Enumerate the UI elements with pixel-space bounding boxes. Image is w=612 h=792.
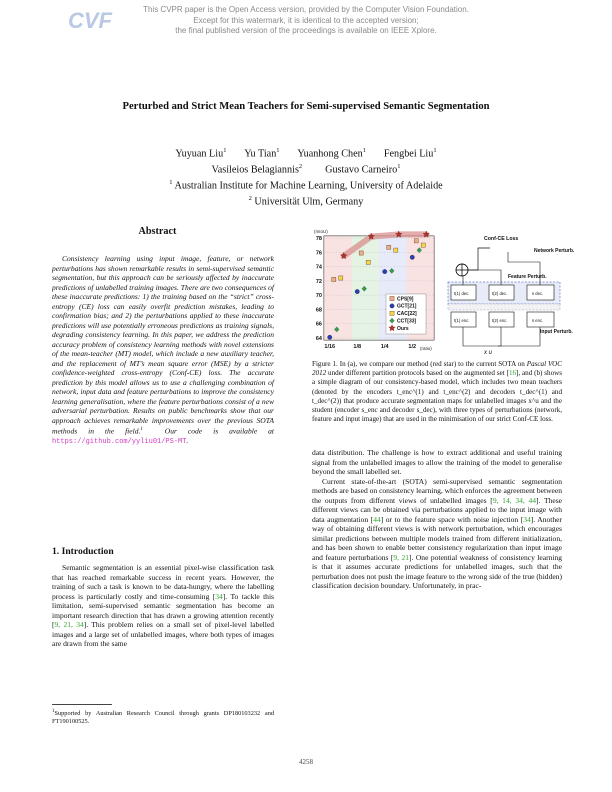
chart-ytick-label: 66 (315, 321, 322, 328)
citation-link[interactable]: 16 (508, 369, 517, 378)
chart-point-cps-9 (359, 251, 363, 255)
chart-point-cac-22 (421, 243, 425, 247)
encoder-label: t(2) enc. (492, 318, 508, 323)
input-arrow (463, 327, 486, 346)
cvf-logo-text: CVF (68, 8, 112, 33)
chart-legend-label: CAC[22] (397, 311, 417, 318)
chart-ytick-label: 70 (315, 293, 322, 300)
chart-ytick-label: 78 (315, 236, 322, 242)
paragraph: data distribution. The challenge is how to extract additional and useful training signal from the unlabelled images to allow the training of the model to generalise beyond the small labelled set. (312, 448, 562, 476)
abstract-heading: Abstract (138, 226, 177, 237)
author-name: Vasileios Belagiannis (211, 164, 299, 176)
watermark-line: This CVPR paper is the Open Access version, provided by the Computer Vision Foundation. (143, 5, 469, 14)
feature-perturb-band (448, 304, 560, 310)
author-block (60, 145, 552, 209)
figure-1 (308, 226, 575, 356)
chart-point-gct-21 (328, 335, 332, 339)
chart-xtick-label: 1/16 (324, 344, 336, 350)
chart-ytick-label: 68 (315, 307, 322, 314)
decoder-label: s dec. (532, 291, 544, 296)
author-name: Yu Tian (244, 148, 277, 160)
network-perturb-label: Network Perturb. (534, 248, 575, 254)
chart-xtick-label: 1/4 (380, 344, 389, 350)
chart-legend-marker (390, 311, 394, 315)
author-aff: 1 (362, 147, 366, 154)
affiliation: $^1$ Australian Institute for Machine Learning, University of Adelaide (169, 178, 443, 192)
author-aff: 1 (433, 147, 437, 154)
encoder-label: s enc. (532, 318, 544, 323)
code-prefix: Our code is available at (164, 426, 274, 436)
chart-ytick-label: 72 (315, 278, 322, 285)
author-name: Fengbei Liu (383, 148, 434, 160)
chart-xtick-label: 1/2 (408, 344, 417, 350)
chart-ytick-label: 64 (315, 336, 322, 342)
input-arrow (486, 327, 501, 346)
chart-legend-label: CPS[9] (397, 296, 414, 303)
affiliation: $^2$ Universität Ulm, Germany (248, 194, 364, 208)
chart-legend-marker (390, 296, 394, 300)
chart-xlabel: (ratio) (420, 346, 432, 351)
watermark-line: Except for this watermark, it is identical to the accepted version; (193, 15, 419, 25)
footnote-rule (52, 704, 112, 705)
chart-legend-marker (390, 304, 394, 308)
chart-point-cps-9 (414, 239, 418, 243)
author-aff: 1 (223, 147, 227, 154)
intro-heading: 1. Introduction (52, 546, 114, 557)
citation-link[interactable]: 34 (523, 514, 531, 524)
abstract-body: Consistency learning using input image, feature, or network perturbations has shown remarkable results in semi-supervised semantic segmentation, but this approach can be seriously affected by inaccurate predictions of unlabelled training images. There are two consequences of these inaccurate predictions: 1) the training based on the “strict” cross-entropy (CE) loss can easily overfit prediction mistakes, leading to confirmation bias; and 2) the perturbations applied to these inaccurate predictions will use potentially erroneous predictions as training signals, degrading consistency learning. In this paper, we address the prediction accuracy problem of consistency learning methods with novel extensions of the mean-teacher (MT) model, which include a new auxiliary teacher, and the replacement of MT’s mean square error (MSE) by a stricter confidence-weighted cross-entropy (Conf-CE) loss. The accurate prediction by this model allows us to use a challenging combination of network, input data and feature perturbations to improve the consistency learning generalisation, where the feature perturbations consist of a new adversarial perturbation. Results on public benchmarks show that our approach achieves remarkable improvements over the previous SOTA methods in the field.$^1$ Our code is available at https://github.com/yyliu01/PS-MT. (52, 254, 274, 447)
citation-link[interactable]: 44 (373, 514, 381, 524)
chart-point-cac-22 (366, 260, 370, 264)
chart-xtick-label: 1/8 (353, 344, 362, 350)
citation-link[interactable]: 9, 14, 34, 44 (492, 495, 536, 505)
figure-1b-diagram (448, 236, 575, 356)
chart-point-cps-9 (387, 245, 391, 249)
student-to-loss-arrow (508, 252, 540, 285)
footnote-mark: 1 (140, 427, 143, 432)
paragraph: Current state-of-the-art (SOTA) semi-supervised semantic segmentation methods are based on consistency learning, which enforces the agreement between the outputs from different views of unlabelled images [9, 14, 34, 44]. These different views can be obtained via perturbations applied to the input image with data augmentation [44] or to the feature space with noise injection [34]. Another way of obtaining different views is with network perturbation, which encourages similar predictions between multiple models trained from different initialization, and has been shown to enable better consistency regularization than input image and feature perturbations [9, 21]. One potential weakness of consistency learning is that it assumes accurate predictions for unlabelled images, such that the perturbation does not push the image feature to the wrong side of the true (hidden) classification decision boundary. Unfortunately, in prac- (312, 476, 563, 590)
author-aff: 2 (298, 162, 303, 170)
author-aff: 1 (397, 162, 401, 170)
chart-point-cps-9 (332, 277, 336, 281)
chart-ylabel: (mIoU) (314, 229, 328, 234)
author-name: Yuyuan Liu (175, 148, 224, 160)
author-name: Gustavo Carneiro (325, 164, 398, 176)
chart-legend-label: Ours (397, 325, 409, 332)
figure-caption: Figure 1. In (a), we compare our method (red star) to the current SOTA on Pascal VOC 2012 under different partition protocols based on the augmented set [16], and (b) shows a simple diagram of our consistency-based model, which includes two mean teachers (denoted by the encoders t_enc^(1) and t_enc^(2) and decoders t_dec^(1) and t_dec^(2)) that produce accurate segmentation maps for unlabelled images x^u and the student (encoder s_enc and decoder s_dec), with three types of perturbations (network, feature and input image) that are used in the minimisation of our strict Conf-CE loss. (312, 360, 562, 424)
chart-point-cac-22 (339, 276, 343, 280)
loss-arrow (468, 248, 490, 270)
watermark-line: the final published version of the proceedings is available on IEEE Xplore. (175, 26, 437, 35)
chart-legend-label: CCT[33] (397, 318, 417, 325)
abstract-text: Consistency learning using input image, feature, or network perturbations has shown remarkable results in semi-supervised semantic segmentation, but this approach can be seriously affected by inaccurate predictions of unlabelled training images. There are two consequences of these inaccurate predictions: 1) the training based on the “strict” cross-entropy (CE) loss can easily overfit prediction mistakes, leading to confirmation bias; and 2) the perturbations applied to these inaccurate predictions will use potentially erroneous predictions as training signals, degrading consistency learning. In this paper, we address the prediction accuracy problem of consistency learning methods with novel extensions of the mean-teacher (MT) model, which include a new auxiliary teacher, and the replacement of MT’s mean square error (MSE) by a stricter confidence-weighted cross-entropy (Conf-CE) loss. The accurate prediction by this model allows us to use a challenging combination of network, input data and feature perturbations to improve the consistency learning generalisation, where the feature perturbations consist of a new adversarial perturbation. Results on public benchmarks show that our approach achieves remarkable improvements over the previous SOTA methods in the field. (52, 254, 274, 436)
input-arrow (498, 327, 540, 346)
citation-link[interactable]: 9, 21 (393, 552, 410, 562)
intro-body: Semantic segmentation is an essential pixel-wise classification task that has reached remarkable success in recent years. However, the training of such a task is known to be data-hungry, where the labelling process is particularly costly and time-consuming [34]. To tackle this limitation, semi-supervised semantic segmentation has become an important research direction that has drawn a growing attention recently [9, 21, 34]. This problem relies on a small set of pixel-level labelled images and a large set of unlabelled images, where both types of images are drawn from the same (52, 563, 274, 648)
footnote: $^1$Supported by Australian Research Council through grants DP180103232 and FT190100525. (52, 709, 274, 726)
chart-point-gct-21 (355, 289, 359, 293)
decoder-label: t(2) dec. (492, 291, 508, 296)
input-perturb-label: Input Perturb. (540, 329, 573, 335)
right-column-body (312, 448, 562, 591)
chart-ytick-label: 74 (315, 264, 322, 271)
author-row (60, 161, 552, 177)
watermark-notice (130, 5, 482, 37)
chart-legend-label: GCT[21] (397, 303, 417, 310)
chart-point-gct-21 (410, 255, 414, 259)
feature-perturb-label: Feature Perturb. (508, 274, 547, 280)
chart-point-cac-22 (394, 248, 398, 252)
cvf-logo (68, 6, 112, 33)
chart-point-gct-21 (383, 269, 387, 273)
loss-label: Conf-CE Loss (484, 236, 519, 242)
page-number: 4258 (299, 758, 313, 766)
chart-ytick-label: 76 (315, 250, 322, 257)
decoder-label: t(1) dec. (454, 291, 470, 296)
author-name: Yuanhong Chen (297, 148, 363, 160)
citation-link[interactable]: 34 (215, 591, 223, 601)
figure-1a-chart (314, 229, 434, 351)
encoder-label: t(1) enc. (454, 318, 470, 323)
input-image-label: x u (484, 350, 493, 356)
author-aff: 1 (276, 147, 280, 154)
author-row (60, 145, 552, 161)
code-link[interactable]: https://github.com/yyliu01/PS-MT (52, 438, 187, 447)
paper-title: Perturbed and Strict Mean Teachers for Semi-supervised Semantic Segmentation (122, 101, 490, 112)
citation-link[interactable]: 9, 21, 34 (54, 620, 84, 629)
